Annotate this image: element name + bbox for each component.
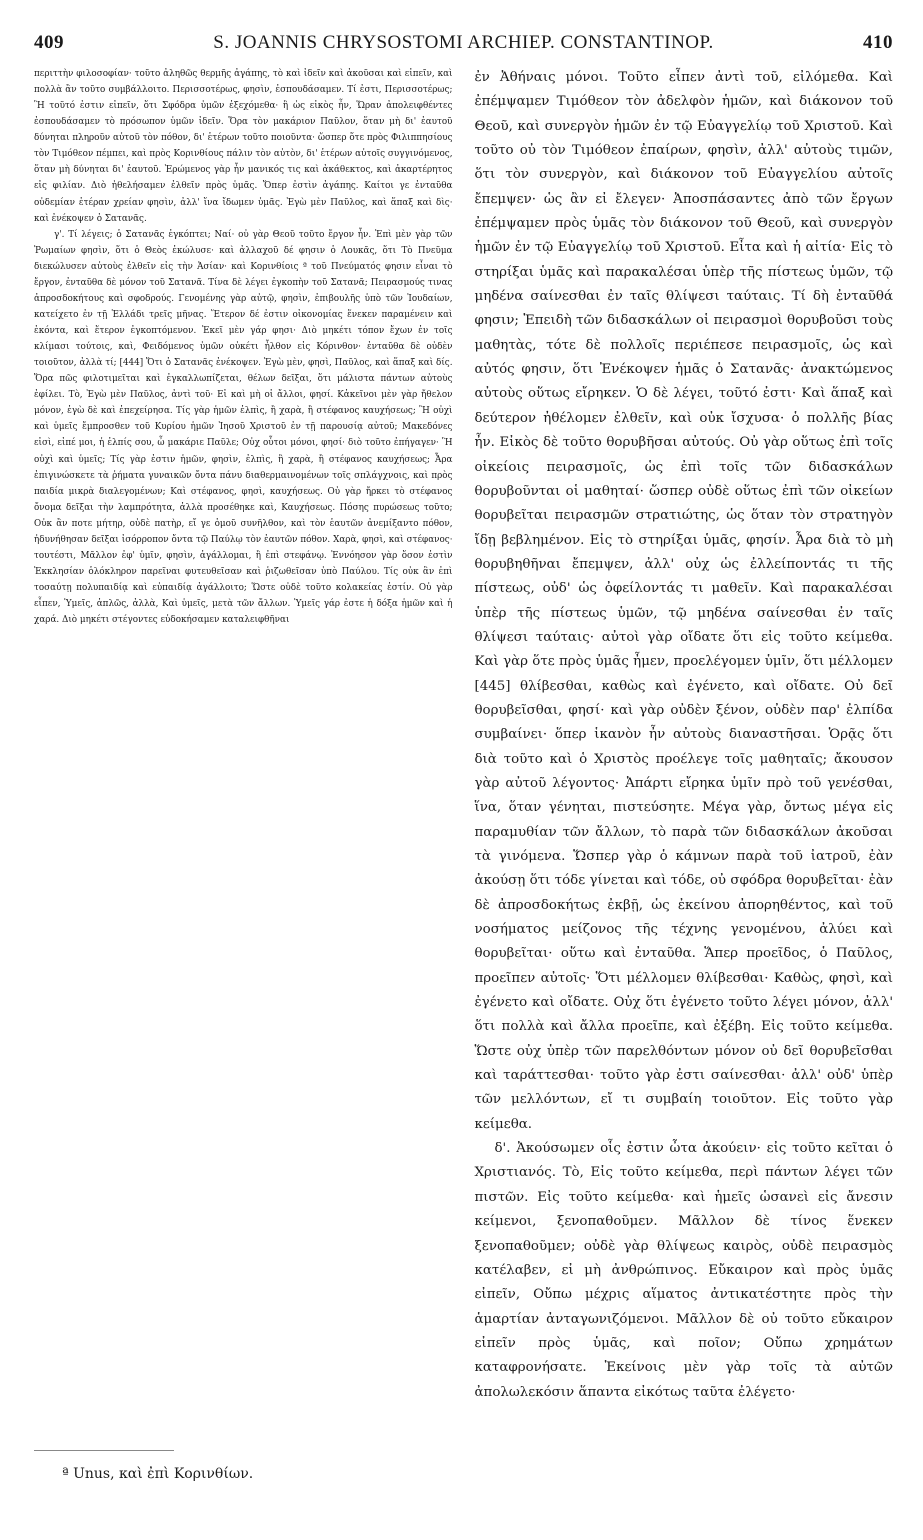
running-header (34, 28, 893, 58)
paragraph: ἐν Ἀθήναις μόνοι. Τοῦτο εἶπεν ἀντὶ τοῦ, εἰλόμεθα. Καὶ ἐπέμψαμεν Τιμόθεον τὸν ἀδελφὸν ἡμῶν, καὶ διάκονον τοῦ Θεοῦ, καὶ συνεργὸν ἡμῶν ἐν τῷ Εὐαγγελίῳ τοῦ Χριστοῦ. Καὶ τοῦτο οὐ τὸν Τιμόθεον ἐπαίρων, φησὶν, ἀλλ' αὐτοὺς τιμῶν, ὅτι τὸν συνεργὸν, καὶ διάκονον τοῦ Εὐαγγελίου αὐτοῖς ἔπεμψεν· ὡς ἂν εἰ ἔλεγεν· Ἀποσπάσαντες ἀπὸ τῶν ἔργων ἐπέμψαμεν πρὸς ὑμᾶς τὸν διάκονον τοῦ Θεοῦ, καὶ συνεργὸν ἡμῶν ἐν τῷ Εὐαγγελίῳ τοῦ Χριστοῦ. Εἶτα καὶ ἡ αἰτία· Εἰς τὸ στηρίξαι ὑμᾶς καὶ παρακαλέσαι ὑπὲρ τῆς πίστεως ὑμῶν, τῷ μηδένα σαίνεσθαι ἐν ταῖς θλίψεσι ταύταις. Τί δὴ ἐνταῦθά φησιν; Ἐπειδὴ τῶν διδασκάλων οἱ πειρασμοὶ θορυβοῦσι τοὺς μαθητὰς, τότε δὲ πολλοῖς περιέπεσε πειρασμοῖς, ὡς καὶ αὐτός φησιν, ὅτι Ἐνέκοψεν ἡμᾶς ὁ Σατανᾶς· ἀνακτώμενος αὐτοὺς οὕτως εἴρηκεν. Ὁ δὲ λέγει, τοῦτό ἐστι· Καὶ ἅπαξ καὶ δεύτερον ἠθέλομεν ἐλθεῖν, καὶ οὐκ ἴσχυσα· ὁ πολλῆς βίας ἦν. Εἰκὸς δὲ τοῦτο θορυβῆσαι αὐτούς. Οὐ γὰρ οὕτως ἐπὶ τοῖς οἰκείοις πειρασμοῖς, ὡς ἐπὶ τοῖς τῶν διδασκάλων θορυβοῦνται οἱ μαθηταί· ὥσπερ οὐδὲ οὕτως ἐπὶ τῶν οἰκείων θορυβεῖται πειρασμῶν στρατιώτης, ὡς ὅταν τὸν στρατηγὸν ἴδῃ βεβλημένον. Εἰς τὸ στηρίξαι ὑμᾶς, φησίν. Ἆρα διὰ τὸ μὴ θορυβηθῆναι ἔπεμψεν, ἀλλ' οὐχ ὡς ἐλλείποντάς τι τῆς πίστεως, οὐδ' ὡς ὀφείλοντάς τι μαθεῖν. Καὶ παρακαλέσαι ὑπὲρ τῆς πίστεως ὑμῶν, τῷ μηδένα σαίνεσθαι ἐν ταῖς θλίψεσι ταύταις· αὐτοὶ γὰρ οἴδατε ὅτι εἰς τοῦτο κείμεθα. Καὶ γὰρ ὅτε πρὸς ὑμᾶς ἦμεν, προελέγομεν ὑμῖν, ὅτι μέλλομεν [445] θλίβεσθαι, καθὼς καὶ ἐγένετο, καὶ οἴδατε. Οὐ δεῖ θορυβεῖσθαι, φησί· καὶ γὰρ οὐδὲν ξένον, οὐδὲν παρ' ἐλπίδα συμβαίνει· ὅπερ ἱκανὸν ἦν αὐτοὺς διαναστῆσαι. Ὁρᾷς ὅτι διὰ τοῦτο καὶ ὁ Χριστὸς προέλεγε τοῖς μαθηταῖς; ἄκουσον γὰρ αὐτοῦ λέγοντος· Ἀπάρτι εἴρηκα ὑμῖν πρὸ τοῦ γενέσθαι, ἵνα, ὅταν γένηται, πιστεύσητε. Μέγα γὰρ, ὄντως μέγα εἰς παραμυθίαν τῶν ἄλλων, τὸ παρὰ τῶν διδασκάλων ἀκοῦσαι τὰ γινόμενα. Ὥσπερ γὰρ ὁ κάμνων παρὰ τοῦ ἰατροῦ, ἐὰν ἀκούσῃ ὅτι τόδε γίνεται καὶ τόδε, οὐ σφόδρα θορυβεῖται· ἐὰν δὲ ἀπροσδοκήτως ἐκβῇ, ὡς ἐκείνου ἀπορηθέντος, καὶ τοῦ νοσήματος μείζονος τῆς τέχνης γενομένου, ἀλύει καὶ θορυβεῖται· οὕτω καὶ ἐνταῦθα. Ἅπερ προεῖδος, ὁ Παῦλος, προεῖπεν αὐτοῖς· Ὅτι μέλλομεν θλίβεσθαι· Καθὼς, φησὶ, καὶ ἐγένετο καὶ οἴδατε. Οὐχ ὅτι ἐγένετο τοῦτο λέγει μόνον, ἀλλ' ὅτι πολλὰ καὶ ἄλλα προεῖπε, καὶ ἐξέβη. Εἰς τοῦτο κείμεθα. Ὥστε οὐχ ὑπὲρ τῶν παρελθόντων μόνον οὐ δεῖ θορυβεῖσθαι καὶ ταράττεσθαι· τοῦτο γὰρ ἐστι σαίνεσθαι· ἀλλ' οὐδ' ὑπὲρ τῶν μελλόντων, εἴ τι συμβαίη τοιοῦτον. Εἰς τοῦτο γὰρ κείμεθα. (474, 70, 893, 1132)
left-column (34, 66, 453, 1405)
right-column (475, 66, 894, 1405)
page-number-right: 410 (863, 32, 893, 53)
paragraph: γ'. Τί λέγεις; ὁ Σατανᾶς ἐγκόπτει; Ναί· οὐ γὰρ Θεοῦ τοῦτο ἔργον ἦν. Ἐπὶ μὲν γὰρ τῶν Ῥωμαίων φησὶν, ὅτι ὁ Θεὸς ἐκώλυσε· καὶ ἀλλαχοῦ δέ φησιν ὁ Λουκᾶς, ὅτι Τὸ Πνεῦμα διεκώλυσεν αὐτοὺς ἐλθεῖν εἰς τὴν Ἀσίαν· καὶ Κορινθίοις ª τοῦ Πνεύματός φησιν εἶναι τὸ ἔργον, ἐνταῦθα δὲ μόνον τοῦ Σατανᾶ. Τίνα δὲ λέγει ἐγκοπὴν τοῦ Σατανᾶ; Πειρασμούς τινας ἀπροσδοκήτους καὶ σφοδρούς. Γενομένης γὰρ αὐτῷ, φησὶν, ἐπιβουλῆς ὑπὸ τῶν Ἰουδαίων, κατείχετο ἐν τῇ Ἑλλάδι τρεῖς μῆνας. Ἕτερον δέ ἐστιν οἰκονομίας ἕνεκεν παραμένειν καὶ ἑκόντα, καὶ ἕτερον ἐγκοπτόμενον. Ἐκεῖ μὲν γάρ φησι· Διὸ μηκέτι τόπον ἔχων ἐν τοῖς κλίμασι τούτοις, καὶ, Φειδόμενος ὑμῶν οὐκέτι ἦλθον εἰς Κόρινθον· ἐνταῦθα δὲ οὐδὲν τοιοῦτον, ἀλλὰ τί; [444] Ὅτι ὁ Σατανᾶς ἐνέκοψεν. Ἐγὼ μὲν, φησὶ, Παῦλος, καὶ ἅπαξ καὶ δίς. Ὅρα πῶς φιλοτιμεῖται καὶ ἐγκαλλωπίζεται, θέλων δεῖξαι, ὅτι μάλιστα πάντων αὐτοὺς ἐφίλει. Τὸ, Ἐγὼ μὲν Παῦλος, ἀντὶ τοῦ· Εἰ καὶ μὴ οἱ ἄλλοι, φησί. Κἀκεῖνοι μὲν γὰρ ἤθελον μόνον, ἐγὼ δὲ καὶ ἐπεχείρησα. Τίς γὰρ ἡμῶν ἐλπὶς, ἢ χαρὰ, ἢ στέφανος καυχήσεως; Ἢ οὐχὶ καὶ ὑμεῖς ἔμπροσθεν τοῦ Κυρίου ἡμῶν Ἰησοῦ Χριστοῦ ἐν τῇ παρουσίᾳ αὐτοῦ; Μακεδόνες εἰσὶ, εἰπέ μοι, ἡ ἐλπίς σου, ὦ μακάριε Παῦλε; Οὐχ οὗτοι μόνοι, φησί· διὸ τοῦτο ἐπήγαγεν· Ἢ οὐχὶ καὶ ὑμεῖς; Τίς γὰρ ἐστιν ἡμῶν, φησὶν, ἐλπὶς, ἢ χαρὰ, ἢ στέφανος καυχήσεως; Ἆρα ἐπιγινώσκετε τὰ ῥήματα γυναικῶν ὄντα πάνυ διαθερμαινομένων τοῖς σπλάγχνοις, καὶ πρὸς παιδία μικρὰ διαλεγομένων; Καὶ στέφανος, φησὶ, καυχήσεως. Οὐ γὰρ ἤρκει τὸ στέφανος ὄνομα δεῖξαι τὴν λαμπρότητα, ἀλλὰ προσέθηκε καὶ, Καυχήσεως. Πόσης πυρώσεως τοῦτο; Οὐκ ἂν ποτε μήτηρ, οὐδὲ πατὴρ, εἴ γε ὁμοῦ συνῆλθον, καὶ τὸν ἑαυτῶν ἀνεμίξαντο πόθον, ἠδυνήθησαν δεῖξαι ἰσόρροπον ὄντα τῷ Παύλῳ τὸν ἑαυτῶν πόθον. Χαρὰ, φησὶ, καὶ στέφανος· τουτέστι, Μᾶλλον ἐφ' ὑμῖν, φησὶν, ἀγάλλομαι, ἢ ἐπὶ στεφάνῳ. Ἐννόησον γὰρ ὅσον ἐστὶν Ἐκκλησίαν ὁλόκληρον παρεῖναι φυτευθεῖσαν καὶ ῥιζωθεῖσαν ὑπὸ Παύλου. Τίς οὐκ ἂν ἐπὶ τοσαύτῃ πολυπαιδίᾳ καὶ εὐπαιδίᾳ ἀγάλλοιτο; Ὥστε οὐδὲ τοῦτο κολακείας ἐστίν. Οὐ γὰρ εἶπεν, Ὑμεῖς, ἁπλῶς, ἀλλὰ, Καὶ ὑμεῖς, μετὰ τῶν ἄλλων. Ὑμεῖς γάρ ἐστε ἡ δόξα ἡμῶν καὶ ἡ χαρά. Διὸ μηκέτι στέγοντες εὐδοκήσαμεν καταλειφθῆναι (34, 229, 453, 626)
text-columns (34, 66, 893, 1405)
paragraph: δ'. Ἀκούσωμεν οἷς ἐστιν ὦτα ἀκούειν· εἰς τοῦτο κεῖται ὁ Χριστιανός. Τὸ, Εἰς τοῦτο κείμεθα, περὶ πάντων λέγει τῶν πιστῶν. Εἰς τοῦτο κείμεθα· καὶ ἡμεῖς ὡσανεὶ εἰς ἄνεσιν κείμενοι, ξενοπαθοῦμεν. Μᾶλλον δὲ τίνος ἕνεκεν ξενοπαθοῦμεν; οὐδὲ γὰρ θλίψεως καιρὸς, οὐδὲ πειρασμὸς κατέλαβεν, εἰ μὴ ἀνθρώπινος. Εὔκαιρον καὶ πρὸς ὑμᾶς εἰπεῖν, Οὔπω μέχρις αἵματος ἀντικατέστητε πρὸς τὴν ἁμαρτίαν ἀνταγωνιζόμενοι. Μᾶλλον δὲ οὐ τοῦτο εὔκαιρον εἰπεῖν πρὸς ὑμᾶς, καὶ ποῖον; Οὔπω χρημάτων καταφρονήσατε. Ἐκείνοις μὲν γὰρ τοῖς τὰ αὐτῶν ἀπολωλεκόσιν ἅπαντα εἰκότως ταῦτα ἐλέγετο· (474, 1141, 893, 1400)
page-number-left: 409 (34, 32, 64, 53)
footnote: ª Unus, καὶ ἐπὶ Κορινθίων. (62, 1466, 254, 1482)
running-title: S. JOANNIS CHRYSOSTOMI ARCHIEP. CONSTANTINOP. (213, 32, 714, 53)
paragraph: περιττὴν φιλοσοφίαν· τοῦτο ἀληθῶς θερμῆς ἀγάπης, τὸ καὶ ἰδεῖν καὶ ἀκοῦσαι καὶ εἰπεῖν, καὶ πολλὰ ἂν τοῦτο συμβάλλοιτο. Περισσοτέρως, φησὶν, ἐσπουδάσαμεν. Τί ἐστι, Περισσοτέρως; Ἢ τοῦτό ἐστιν εἰπεῖν, ὅτι Σφόδρα ὑμῶν ἐξεχόμεθα· ἢ ὡς εἰκὸς ἦν, Ὥραν ἀπολειφθέντες ἐσπουδάσαμεν τὸ πρόσωπον ὑμῶν ἰδεῖν. Ὅρα τὸν μακάριον Παῦλον, ὅταν μὴ δι' ἑαυτοῦ δύνηται πληροῦν αὐτοῦ τὸν πόθον, δι' ἑτέρων τοῦτο ποιοῦντα· ὥσπερ ὅτε πρὸς Φιλιππησίους τὸν Τιμόθεον πέμπει, καὶ πρὸς Κορινθίους πάλιν τὸν αὐτὸν, δι' ἑτέρων αὐτοῖς συγγινόμενος, ὅταν μὴ δύνηται δι' ἑαυτοῦ. Ἐρώμενος γὰρ ἦν μανικός τις καὶ ἀκάθεκτος, καὶ ἀκαρτέρητος εἰς φιλίαν. Διὸ ἠθελήσαμεν ἐλθεῖν πρὸς ὑμᾶς. Ὅπερ ἐστὶν ἀγάπης. Καίτοι γε ἐνταῦθα οὐδεμίαν ἑτέραν χρείαν φησὶν, ἀλλ' ἵνα ἴδωμεν ὑμᾶς. Ἐγὼ μὲν Παῦλος, καὶ ἅπαξ καὶ δὶς· καὶ ἐνέκοψεν ὁ Σατανᾶς. (34, 69, 453, 224)
footnote-divider (34, 1450, 174, 1451)
